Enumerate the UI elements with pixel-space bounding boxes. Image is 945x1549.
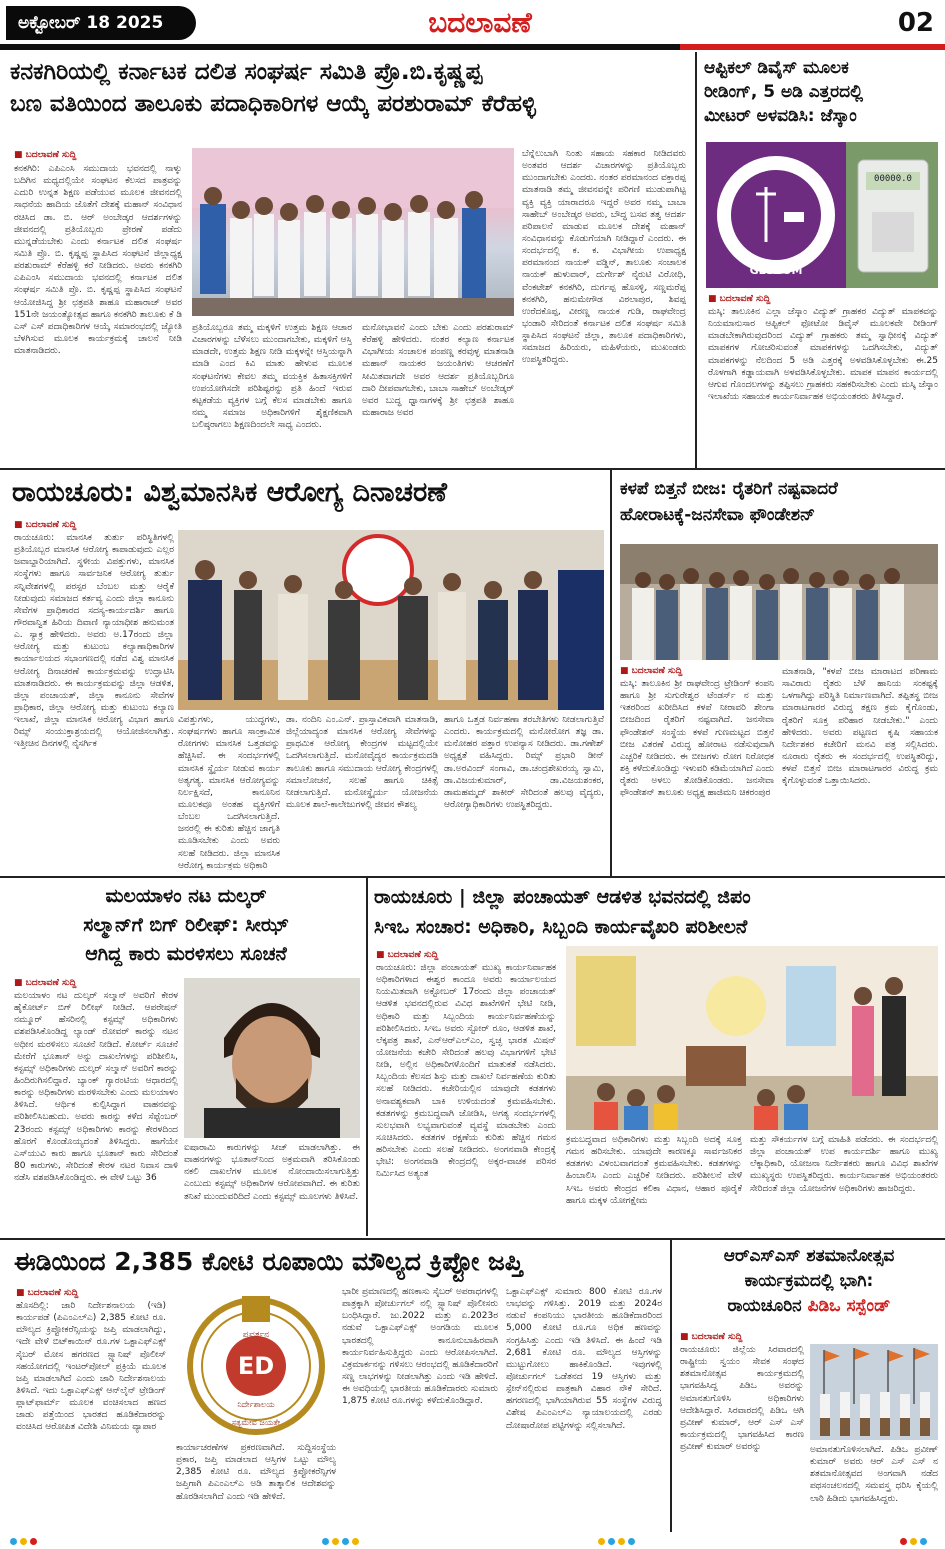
story1-col3: ಮನೋಭಾವನೆ ಎಂದು ಬೇಕು ಎಂದು ಪರಶುರಾಮ್ ಕೆರೆಹಳ್ಳಿ ಹೇಳಿದರು. ನಂತರ ಕಲ್ಯಾಣ ಕರ್ನಾಟಕ ವಿಭಾಗೀಯ ಸಂಚಾಲಕ ಪಂಪಣ್ಣ ಕರವುಳ್ಳ ಮಾತನಾಡಿ ಮಹಾನ್ ನಾಯಕರ ಜಯಂತಿಗಳು ಆಚರಣೆಗೆ ಸೀಮಿತವಾಗದೇ ಅವರ ಆದರ್ಶ ಪ್ರತಿಯೊಬ್ಬರಿಗೂ ದಾರಿ ದೀಪವಾಗಬೇಕು, ಬಾಬಾ ಸಾಹೇಬ್ ಅಂಬೇಡ್ಕರ್ ಅವರ ಬುದ್ಧ ಧ್ವಾನಾಗಳಕ್ಕೆ ಶ್ರೀ ಛತ್ರಪತಿ ಶಾಹೂ ಮಹಾರಾಜ ಅವರ bbox=[362, 323, 514, 418]
story7-byline: ■ ಬದಲಾವಣೆ ಸುದ್ದಿ bbox=[16, 1288, 78, 1298]
seal-motto: ಸತ್ಯಮೇವ ಜಯತೇ bbox=[231, 1418, 281, 1427]
story7-col1: ಹೊಸದಿಲ್ಲಿ: ಜಾರಿ ನಿರ್ದೇಶನಾಲಯ (ಇಡಿ) ಕಾರ್ಯಪಡೆ (ಪಿಎಂಎಲ್‌ಎ) 2,385 ಕೋಟಿ ರೂ. ಮೌಲ್ಯದ ಕ್ರಿಪ್ಟೋಕರೆನ್ಸಿಯನ್ನು ಜಪ್ತಿ ಮಾಡಲಾಗಿದ್ದು, ಇದೇ ವೇಳೆ ಬಿಟ್‌ಕಾಯಿನ್ ರೂ.ಗಳ ಒಕ್ಟಾಎಫ್‌ಎಕ್ಸ್ ಸೈಬರ್ ಮೋಸ ಹಗರಣದ ಸ್ಪ್ಯಾನಿಷ್ ಪೊಲೀಸ್ ಸಹಯೋಗದಲ್ಲಿ ಇಂಟರ್‌ಪೋಲ್ ಪ್ರಕ್ರಿಯೆ ಮೂಲಕ ಜಪ್ತಿ ಮಾಡಲಾಗಿದೆ ಎಂದು ಜಾರಿ ನಿರ್ದೇಶನಾಲಯ ತಿಳಿಸಿದೆ. ಇದು ಒಕ್ಟಾಎಫ್‌ಎಕ್ಸ್ ಆನ್‌ಲೈನ್ ಟ್ರೇಡಿಂಗ್ ಪ್ಲಾಟ್‌ಫಾರ್ಮ್ ಮೂಲಕ ವಂಚಿಸಲಾದ ಹಣದ ಜಾಡು ಪತ್ತೆಯಿಂದ ಭಾರತದ ಹೂಡಿಕೆದಾರರನ್ನು ವಂಚಿಸಿದ ಆರೋಪಿತ ವಿದೇಶಿ ವಿನಿಮಯ ವ್ಯಾಪಾರ bbox=[16, 1301, 166, 1433]
seal-letters: ED bbox=[237, 1352, 275, 1380]
issue-date: ಅಕ್ಟೋಬರ್ 18 2025 bbox=[6, 6, 196, 40]
story8-col2: ಅಮಾನತುಗೊಳಿಸಲಾಗಿದೆ. ಪಿಡಿಒ ಪ್ರವೀಣ್ ಕುಮಾರ್ ಅವರು ಆರ್ ಎಸ್ ಎಸ್ ನ ಶತಮಾನೋತ್ಸವದ ಅಂಗವಾಗಿ ನಡೆದ ಪಥಸಂಚಲನದಲ್ಲಿ ಸಮವಸ್ತ್ರ ಧರಿಸಿ ಕೈಯಲ್ಲಿ ಲಾಠಿ ಹಿಡಿದು ಭಾಗವಹಿಸಿದ್ದರು. bbox=[810, 1445, 938, 1504]
section-divider bbox=[0, 468, 945, 470]
story3-col4: ಹಾಗೂ ಒತ್ತಡ ನಿರ್ವಹಣಾ ತರಬೇತಿಗಳು ನೀಡಲಾಗುತ್ತಿವೆ ಎಂದರು. ಕಾರ್ಯಕ್ರಮದಲ್ಲಿ ಮನೋರೋಗ ತಜ್ಞ ಡಾ. ಮನೋಹರ ಪತ್ತಾರ ಉಪನ್ಯಾಸ ನೀಡಿದರು. ಡಾ.ಗಣೇಶ್ ಅಧ್ಯಕ್ಷತೆ ವಹಿಸಿದ್ದರು. ರಿಮ್ಸ್ ಪ್ರಭಾರಿ ಡೀನ್ ಡಾ.ಅರವಿಂದ್ ಸಂಗಾವಿ, ಡಾ.ಚಂದ್ರಶೇಖರಯ್ಯ ಸ್ವಾಮಿ, ಡಾ.ವಿಜಯಕುಮಾರ್, ಡಾ.ವಿಜಯಶಂಕರ, ಡಾಮಹಮ್ಮದ್ ಶಾಕೀರ್ ಸೇರಿದಂತೆ ಹಲವು ವೈದ್ಯರು, ಆರೋಗ್ಯಾಧಿಕಾರಿಗಳು ಉಪಸ್ಥಿತರಿದ್ದರು. bbox=[444, 715, 604, 810]
column-divider bbox=[670, 1240, 672, 1532]
page-number: 02 bbox=[897, 8, 934, 38]
story8-headline: ಆರ್‌ಎಸ್‌ಎಸ್ ಶತಮಾನೋತ್ಸವ ಕಾರ್ಯಕ್ರಮದಲ್ಲಿ ಭಾಗಿ: ರಾಯಚೂರಿನ ಪಿಡಿಒ ಸಸ್ಪೆಂಡ್ bbox=[723, 1246, 895, 1316]
story6-headline: ರಾಯಚೂರು | ಜಿಲ್ಲಾ ಪಂಚಾಯತ್ ಆಡಳಿತ ಭವನದಲ್ಲಿ ಜಿಪಂ ಸಿಇಒ ಸಂಚಾರ: ಅಧಿಕಾರಿ, ಸಿಬ್ಬಂದಿ ಕಾರ್ಯವೈಖರಿ ಪರಿಶೀಲನೆ bbox=[374, 886, 751, 938]
story8-byline: ■ ಬದಲಾವಣೆ ಸುದ್ದಿ bbox=[680, 1332, 742, 1342]
story3-byline: ■ ಬದಲಾವಣೆ ಸುದ್ದಿ bbox=[14, 520, 76, 530]
footer-dots-center-left bbox=[322, 1530, 362, 1549]
footer-dots-center-right bbox=[598, 1530, 638, 1549]
story5-photo bbox=[184, 978, 360, 1138]
story5-byline: ■ ಬದಲಾವಣೆ ಸುದ್ದಿ bbox=[14, 978, 76, 988]
farmers-group-photo bbox=[620, 544, 938, 660]
story3-col3: ಡಾ. ನಂದಿನಿ ಎಂ.ಎನ್. ಪ್ರಾಸ್ತಾವಿಕವಾಗಿ ಮಾತನಾಡಿ, ಜಿಲ್ಲೆಯಾದ್ಯಂತ ಮಾನಸಿಕ ಆರೋಗ್ಯ ಸೇವೆಗಳನ್ನು ಪ್ರಾಥಮಿಕ ಆರೋಗ್ಯ ಕೇಂದ್ರಗಳ ಮಟ್ಟದಲ್ಲಿಯೇ ಒದಗಿಸಲಾಗುತ್ತಿದೆ. ಮನೋವೈದ್ಯರ ಕಾರ್ಯಕ್ರಮದಡಿ ತಾಲೂಕು ಹಾಗೂ ಸಮುದಾಯ ಆರೋಗ್ಯ ಕೇಂದ್ರಗಳಲ್ಲಿ ಸಮಾಲೋಚನೆ, ಸಲಹೆ ಹಾಗೂ ಚಿಕಿತ್ಸೆ ನೀಡಲಾಗುತ್ತಿದೆ. ಮನೋಸ್ಥೈರ್ಯ ಯೋಜನೆಯ ಮೂಲಕ ಶಾಲೆ-ಕಾಲೇಜುಗಳಲ್ಲಿ ಜೀವನ ಕೌಶಲ್ಯ bbox=[286, 715, 438, 810]
story5-headline: ಮಲಯಾಳಂ ನಟ ದುಲ್ಕರ್ ಸಲ್ಮಾನ್‌ಗೆ ಬಿಗ್ ರಿಲೀಫ್: ಸೀಝ್ ಆಗಿದ್ದ ಕಾರು ಮರಳಿಸಲು ಸೂಚನೆ bbox=[83, 885, 289, 965]
people-group-photo bbox=[192, 148, 514, 316]
story3-col2: ವಿಪತ್ತುಗಳು, ಯುದ್ಧಗಳು, ಸಂಘರ್ಷಗಳು ಹಾಗೂ ಸಾಂಕ್ರಾಮಿಕ ರೋಗಗಳು ಮಾನಸಿಕ ಒತ್ತಡವನ್ನು ಹೆಚ್ಚಿಸಿವೆ. ಈ ಸಂದರ್ಭಗಳಲ್ಲಿ ಮಾನಸಿಕ ಸ್ಥೈರ್ಯ ನೀಡುವ ಕಾರ್ಯ ಅತ್ಯಗತ್ಯ. ಮಾನಸಿಕ ಆರೋಗ್ಯವನ್ನು ನಿರ್ಲಕ್ಷಿಸದೆ, ಕಾನೂನಿನ ಮೂಲಕವೂ ಅಂತಹ ವ್ಯಕ್ತಿಗಳಿಗೆ ಬೆಂಬಲ ಒದಗಿಸಲಾಗುತ್ತಿದೆ. ಜನರಲ್ಲಿ ಈ ಕುರಿತು ಹೆಚ್ಚಿನ ಜಾಗೃತಿ ಮೂಡಿಸಬೇಕು ಎಂದು ಅವರು ಸಲಹೆ ನೀಡಿದರು. ಜಿಲ್ಲಾ ಮಾನಸಿಕ ಆರೋಗ್ಯ ಕಾರ್ಯಕ್ರಮ ಅಧಿಕಾರಿ bbox=[178, 715, 280, 870]
story4-col1: ಮಸ್ಕಿ: ತಾಲೂಕಿನ ಶ್ರೀ ರಾಘವೇಂದ್ರ ಟ್ರೇಡಿಂಗ್ ಕಂಪನಿ ಹಾಗೂ ಶ್ರೀ ಸುಗುರೇಶ್ವರ ಟೆಂಡರ್ಸ್ ನ ಮತ್ತು ಇತರರಿಂದ ಖರೀದಿಸಿದ ಕಳಪೆ ನೀರಾವರಿ ಶೇಂಗಾ ಬೀಜದಿಂದ ರೈತರಿಗೆ ನಷ್ಟವಾಗಿದೆ. ಜನಸೇವಾ ಫೌಂಡೇಶನ್ ಸಂಸ್ಥೆಯ ಕಳಪೆ ಗುಣಮಟ್ಟದ ಬಿತ್ತನೆ ಬೀಜ ವಿತರಣೆ ವಿರುದ್ಧ ಹೋರಾಟ ನಡೆಸುವುದಾಗಿ ಎಚ್ಚರಿಕೆ ನೀಡಿದರು. ಈ ಬೀಜಗಳು ರೋಗ ನಿರೋಧಕ ಶಕ್ತಿ ಕಳೆದುಕೊಂಡಿದ್ದು ಇಳುವರಿ ಕಡಿಮೆಯಾಗಿದೆ ಎಂದು ರೈತರು ಅಳಲು ತೋಡಿಕೊಂಡರು. ಜನಸೇವಾ ಫೌಂಡೇಶನ್ ತಾಲೂಕು ಅಧ್ಯಕ್ಷ ಹಾಜಿಮನಿ ಚಿಕರಂಪುರ bbox=[620, 679, 774, 799]
story1-byline: ■ ಬದಲಾವಣೆ ಸುದ್ದಿ bbox=[14, 150, 76, 160]
story7-headline: ಈಡಿಯಿಂದ 2,385 ಕೋಟಿ ರೂಪಾಯಿ ಮೌಲ್ಯದ ಕ್ರಿಪ್ಟೋ ಜಪ್ತಿ bbox=[14, 1247, 523, 1276]
story2-headline: ಆಪ್ಟಿಕಲ್ ಡಿವೈಸ್ ಮೂಲಕ ರೀಡಿಂಗ್, 5 ಅಡಿ ಎತ್ತರದಲ್ಲಿ ಮೀಟರ್ ಅಳವಡಿಸಿ: ಜೆಸ್ಕಾಂ bbox=[704, 58, 863, 126]
story2-body: ಮಸ್ಕಿ: ತಾಲೂಕಿನ ಎಲ್ಲಾ ಜೆಸ್ಕಾಂ ವಿದ್ಯುತ್ ಗ್ರಾಹಕರ ವಿದ್ಯುತ್ ಮಾಪಕವನ್ನು ನಿಯಮಾನುಸಾರ ಆಪ್ಟಿಕಲ್ ಫೋಟೋ ಡಿವೈಸ್ ಮೂಲಕವೇ ರೀಡಿಂಗ್ ಮಾಡಬೇಕಾಗಿರುವುದರಿಂದ ವಿದ್ಯುತ್ ಗ್ರಾಹಕರು ತಮ್ಮ ಸ್ವಾಧೀನಕ್ಕೆ ವಿದ್ಯುತ್ ಮಾಪಕಗಳ ಗೋಚರಿಸುವಂತೆ ಮಾಪಕಗಳನ್ನು ಒದಗಿಸಬೇಕು, ವಿದ್ಯುತ್ ಮಾಪಕಗಳನ್ನು ನೆಲದಿಂದ 5 ಅಡಿ ಎತ್ತರಕ್ಕೆ ಅಳವಡಿಸಿಕೊಳ್ಳಬೇಕು ಈ.25 ರೊಳಗಾಗಿ ಕಡ್ಡಾಯವಾಗಿ ಅಳವಡಿಸಿಕೊಳ್ಳಬೇಕು. ಮಾಪಕ ಮಾಪನ ಕಾರ್ಯದಲ್ಲಿ ಆಗುವ ಗೊಂದಲಗಳನ್ನು ತಪ್ಪಿಸಲು ಗ್ರಾಹಕರು ಸಹಕರಿಸಬೇಕು ಎಂದು ಮಸ್ಕಿ ಜೆಸ್ಕಾಂ ಇಲಾಖೆಯ ಸಹಾಯಕ ಕಾರ್ಯನಿರ್ವಾಹಕ ಅಭಿಯಂತರರು ತಿಳಿಸಿದ್ದಾರೆ. bbox=[708, 307, 938, 402]
meter-display: 00000.0 bbox=[874, 174, 912, 184]
story6-col3: ಮತ್ತು ಸೌಕರ್ಯಗಳ ಬಗ್ಗೆ ಮಾಹಿತಿ ಪಡೆದರು. ಈ ಸಂದರ್ಭದಲ್ಲಿ ಜಿಲ್ಲಾ ಪಂಚಾಯತ್ ಉಪ ಕಾರ್ಯದರ್ಶಿ ಹಾಗೂ ಮುಖ್ಯ ಲೆಕ್ಕಾಧಿಕಾರಿ, ಯೋಜನಾ ನಿರ್ದೇಶಕರು ಹಾಗೂ ವಿವಿಧ ಶಾಖೆಗಳ ಮುಖ್ಯಸ್ಥರು ಉಪಸ್ಥಿತರಿದ್ದರು. ಕಾರ್ಯನಿರ್ವಾಹಕ ಅಭಿಯಂತರರು ಸೇರಿದಂತೆ ಜಿಲ್ಲಾ ಯೋಜನೆಗಳ ಅಧಿಕಾರಿಗಳು ಹಾಜರಿದ್ದರು. bbox=[750, 1135, 938, 1194]
seal-top-text: ಪ್ರವರ್ತನ bbox=[242, 1330, 270, 1340]
story4-photo bbox=[620, 544, 938, 660]
column-divider bbox=[610, 470, 612, 876]
footer-dots-right bbox=[900, 1530, 930, 1549]
seal-mid-text: ನಿರ್ದೇಶಾಲಯ bbox=[237, 1400, 275, 1409]
rss-march-photo bbox=[810, 1344, 938, 1440]
story6-byline: ■ ಬದಲಾವಣೆ ಸುದ್ದಿ bbox=[376, 950, 438, 960]
story1-col4: ಬೆನ್ನೆಲುಬಾಗಿ ನಿಂತು ಸಹಾಯ ಸಹಕಾರ ನೀಡಿದವರು ಅಂತವರ ಆದರ್ಶ ವಿಚಾರಗಳನ್ನು ಪ್ರತಿಯೊಬ್ಬರು ಮುಂದಾಗಬೇಕು ಎಂದರು. ನಂತರ ಪರಮಾನಂದ ವಕ್ತಾರಪ್ಪ ಮಾತನಾಡಿ ತಮ್ಮ ಜೀವನವನ್ನೇ ಪರಿಗಣಿ ಮುಡುಪಾಗಿಟ್ಟ ವ್ಯಕ್ತಿ ವ್ಯಕ್ತಿ ಯಾರಾದರೂ ಇದ್ದರೆ ಅವರ ನಮ್ಮ ಬಾಬಾ ಸಾಹೇಬ್ ಅಂಬೇಡ್ಕರ ಅವರು, ಬೌದ್ಧ ಬಸವ ತತ್ವ ಆದರ್ಶ ಪರಿಪಾಲನೆ ಮಾಡುವ ಮೂಲಕ ದೇಶಕ್ಕೆ ಮಹಾನ್ ಸಂವಿಧಾನವನ್ನು ಕೊಡುಗೆಯಾಗಿ ನೀಡಿದ್ದಾರೆ ಎಂದರು. ಈ ಸಂದರ್ಭದಲ್ಲಿ ಕ. ಕ. ವಿಭಾಗೀಯ ಉಪಾಧ್ಯಕ್ಷ ಪರಮಾನಂದ ನಾಯಕ್ ವಡ್ಡಿನ್, ತಾಲೂಕು ಸಂಚಾಲಕ ನಾಯಕ್ ಹುಳುವಾರ್, ದುರ್ಗೇಶ್ ನೈರುಟಿ ವಿರೋಧಿ, ವೆಂಕಟೇಶ್ ಕನಕಗಿರಿ, ದುರ್ಗಪ್ಪ ಹೊಸಳ್ಳಿ, ಸಣ್ಣಮರೆಪ್ಪ ಕನಕಗಿರಿ, ಹನುಮೇಗೌಡ ವಿಠಲಾಪುರ, ಶಿವಪ್ಪ ಉರೆದಕೊಪ್ಪ, ವೀರಣ್ಣ ನಾಯಕ ಗುಡಿ, ರಾಘವೇಂದ್ರ ಭಂಡಾರಿ ಸೇರಿದಂತೆ ಕರ್ನಾಟಕ ದಲಿತ ಸಂಘರ್ಷ ಸಮಿತಿ ಸ್ಥಾಪಿಸಿದ ಸಂಘಟನೆ ಜಿಲ್ಲಾ, ತಾಲೂಕ ಪದಾಧಿಕಾರಿಗಳು, ಸಮಾಜದ ಹಿರಿಯರು, ಮಹಿಳೆಯರು, ಮುಖಂಡರು ಉಪಸ್ಥಿತರಿದ್ದರು. bbox=[522, 149, 686, 366]
gescom-logo-name: GESCOM bbox=[749, 264, 803, 277]
story7-photo bbox=[176, 1286, 336, 1438]
footer-dots-left bbox=[10, 1530, 40, 1549]
story3-photo bbox=[178, 530, 604, 710]
story7-col3: ಭಾರೀ ಪ್ರಮಾಣದಲ್ಲಿ ಹಣಕಾಸು ಸೈಬರ್ ಅಪರಾಧಗಳಲ್ಲಿ ಪಾತ್ರಕ್ಕಾಗಿ ಪೋರ್ಚುಗಲ್ ನಲ್ಲಿ ಸ್ಪ್ಯಾನಿಷ್ ಪೊಲೀಸರು ಬಂಧಿಸಿದ್ದಾರೆ. ಜು.2022 ಮತ್ತು ಏ.2023ರ ನಡುವೆ ಒಕ್ಟಾಎಫ್‌ಎಕ್ಸ್ ಅಂಗಡಿಯ ಮೂಲಕ ಭಾರತದಲ್ಲಿ ಕಾನೂನುಬಾಹಿರವಾಗಿ ಕಾರ್ಯನಿರ್ವಹಿಸುತ್ತಿದ್ದರು ಎಂದು ಆರೋಪಿಸಲಾಗಿದೆ. ವಿಕ್ರಮಾರ್ಕನನ್ನು ಗಳಿಸಲು ಆರಂಭದಲ್ಲಿ ಹೂಡಿಕೆದಾರರಿಗೆ ಸಣ್ಣ ಲಾಭಗಳನ್ನು ನೀಡಲಾಗಿತ್ತು ಎಂದು ಇಡಿ ಹೇಳಿದೆ. ಈ ಅವಧಿಯಲ್ಲಿ ಭಾರತೀಯ ಹೂಡಿಕೆದಾರರು ಸುಮಾರು 1,875 ಕೋಟಿ ರೂ.ಗಳನ್ನು ಕಳೆದುಕೊಂಡಿದ್ದಾರೆ. bbox=[342, 1287, 498, 1407]
section-divider bbox=[0, 1238, 945, 1240]
story1-col2: ಪ್ರತಿಯೊಬ್ಬರೂ ತಮ್ಮ ಮಕ್ಕಳಿಗೆ ಉತ್ತಮ ಶಿಕ್ಷಣ ಆಚಾರ ವಿಚಾರಗಳನ್ನು ಬೆಳೆಸಲು ಮುಂದಾಗಬೇಕು, ಮಕ್ಕಳಿಗೆ ಆಸ್ತಿ ಮಾಡದೇ, ಉತ್ತಮ ಶಿಕ್ಷಣ ನೀಡಿ ಮಕ್ಕಳನ್ನೇ ಆಸ್ತಿಯನ್ನಾಗಿ ಮಾಡಿ ಎಂದ ಕಿವಿ ಮಾತು ಹೇಳುವ ಮೂಲಕ ಸಂಘಟನೆಗಳು ಕೇವಲ ತಮ್ಮ ವಯಕ್ತಿಕ ಹಿತಾಸಕ್ತಿಗಳಿಗೆ ಉಪಯೋಗಿಸದೇ ಪರಿಶಿಷ್ಟರನ್ನು ಪ್ರತಿ ಹಿಂದೆ ಇರುವ ಕಟ್ಟಕಡೆಯ ವ್ಯಕ್ತಿಗಳ ಬಗ್ಗೆ ಕೆಲಸ ಮಾಡಬೇಕು ಹಾಗೂ ನಮ್ಮ ಸಮಾಜ ಅಧಿಕಾರಿಗಳಿಗೆ ಶೈಕ್ಷಣಿಕವಾಗಿ ಬಲಿಷ್ಠರಾಗಲು ಶಿಕ್ಷಣದಿಂದಲೇ ಸಾಧ್ಯ ಎಂದರು. bbox=[192, 323, 352, 431]
story5-col2: ಐಷಾರಾಮಿ ಕಾರುಗಳನ್ನು ಸೀಜ್ ಮಾಡಲಾಗಿತ್ತು. ಈ ವಾಹನಗಳನ್ನು ಭೂತಾನ್‌ನಿಂದ ಅಕ್ರಮವಾಗಿ ತರಿಸಿಕೊಂಡು ನಕಲಿ ದಾಖಲೆಗಳ ಮೂಲಕ ನೋಂದಾಯಿಸಲಾಗುತ್ತಿತ್ತು ಎಂಬುದು ಕಸ್ಟಮ್ಸ್ ಅಧಿಕಾರಿಗಳ ಆರೋಪವಾಗಿದೆ. ಈ ಕುರಿತು ತನಿಖೆ ಮುಂದುವರಿದಿದೆ ಎಂದು ಕಸ್ಟಮ್ಸ್ ಮೂಲಗಳು ತಿಳಿಸಿವೆ. bbox=[184, 1143, 360, 1202]
masthead: ಬದಲಾವಣೆ bbox=[428, 6, 532, 39]
column-divider bbox=[695, 52, 697, 468]
story8-col1: ರಾಯಚೂರು: ಜಿಲ್ಲೆಯ ಸಿರವಾರದಲ್ಲಿ ರಾಷ್ಟ್ರೀಯ ಸ್ವಯಂ ಸೇವಕ ಸಂಘದ ಶತಮಾನೋತ್ಸವ ಕಾರ್ಯಕ್ರಮದಲ್ಲಿ ಭಾಗವಹಿಸಿದ್ದ ಪಿಡಿಒ ಅವರನ್ನು ಅಮಾನತುಗೊಳಿಸಿ ಅಧಿಕಾರಿಗಳು ಆದೇಶಿಸಿದ್ದಾರೆ. ಸಿರವಾರದಲ್ಲಿ ಪಿಡಿಒ ಆಗಿ ಪ್ರವೀಣ್ ಕುಮಾರ್, ಆರ್ ಎಸ್ ಎಸ್ ಕಾರ್ಯಕ್ರಮದಲ್ಲಿ ಭಾಗವಹಿಸಿದ ಕಾರಣ ಪ್ರವೀಣ್ ಕುಮಾರ್ ಅವರನ್ನು bbox=[680, 1345, 804, 1453]
story6-photo bbox=[566, 946, 938, 1130]
section-divider bbox=[0, 876, 945, 878]
story1-photo bbox=[192, 148, 514, 316]
story4-col2: ಮಾತನಾಡಿ, "ಕಳಪೆ ಬೀಜ ಮಾರಾಟದ ಪರಿಣಾಮ ಸಾವಿರಾರು ರೈತರು ಬೆಳೆ ಹಾನಿಯ ಸಂಕಷ್ಟಕ್ಕೆ ಒಳಗಾಗಿದ್ದು ಪರಿಸ್ಥಿತಿ ನಿರ್ಮಾಣವಾಗಿದೆ. ತಪ್ಪಿತಸ್ಥ ಬೀಜ ಮಾರಾಟಗಾರರ ವಿರುದ್ಧ ತಕ್ಷಣ ಕ್ರಮ ಕೈಗೊಂಡು, ರೈತರಿಗೆ ಸೂಕ್ತ ಪರಿಹಾರ ನೀಡಬೇಕು." ಎಂದು ಹೇಳಿದರು. ಅವರು ಪಟ್ಟಣದ ಕೃಷಿ ಸಹಾಯಕ ನಿರ್ದೇಶಕರ ಕಚೇರಿಗೆ ಮನವಿ ಪತ್ರ ಸಲ್ಲಿಸಿದರು. ನೂರಾರು ರೈತರು ಈ ಸಂದರ್ಭದಲ್ಲಿ ಉಪಸ್ಥಿತರಿದ್ದು, ಕಳಪೆ ಬಿತ್ತನೆ ಬೀಜ ಮಾರಾಟಗಾರರ ವಿರುದ್ಧ ಕ್ರಮ ಕೈಗೊಳ್ಳುವಂತೆ ಒತ್ತಾಯಿಸಿದರು. bbox=[782, 667, 938, 787]
story5-col1: ಮಲಯಾಳಂ ನಟ ದುಲ್ಕರ್ ಸಲ್ಮಾನ್ ಅವರಿಗೆ ಕೇರಳ ಹೈಕೋರ್ಟ್ ಬಿಗ್ ರಿಲೀಫ್ ನೀಡಿದೆ. ಆಪರೇಷನ್ ನಮ್ಮೂರ್ ಹೆಸರಿನಲ್ಲಿ ಕಸ್ಟಮ್ಸ್ ಅಧಿಕಾರಿಗಳು ವಶಪಡಿಸಿಕೊಂಡಿದ್ದ ಲ್ಯಾಂಡ್ ರೋವರ್ ಕಾರನ್ನು ನಟನ ಅಧೀನ ಮರಳಿಸಲು ಸೂಚನೆ ನೀಡಿದೆ. ಕೋರ್ಟ್ ಸೂಚನೆ ಮೇರೆಗೆ ಭೂತಾನ್ ಅನ್ನು ದಾಖಲೆಗಳನ್ನು ಪರಿಶೀಲಿಸಿ, ಕಸ್ಟಮ್ಸ್ ಅಧಿಕಾರಿಗಳು ದುಲ್ಕರ್ ಸಲ್ಮಾನ್ ಅವರಿಗೆ ಕಾರನ್ನು ಹಿಂದಿರುಗಿಸಲಿದ್ದಾರೆ. ಬ್ಯಾಂಕ್ ಗ್ಯಾರಂಟಿಯ ಆಧಾರದಲ್ಲಿ ಕಾರನ್ನು ಅಧಿಕಾರಿಗಳು ಮರಳಿಸಬೇಕು ಎಂದು ಮಲಯಾಳಂ ತಿಳಿಸಿದೆ. ಆರ್ಥಿಕ ಕುಲ್ಪಿಸಿದ್ದಾಗ ವಾಹನವನ್ನು ಪರಿಶೀಲಿಸಿಬಹುದು. ಅವರು ಕಾರನ್ನು ಕಳೆದ ಸೆಪ್ಟೆಂಬರ್ 23ರಂದು ಕಸ್ಟಮ್ಸ್ ಅಧಿಕಾರಿಗಳು ಕಾರನ್ನು ಕೇರಳದಿಂದ ಹೊರಗೆ ಕೊಂಡೊಯ್ಯದಂತೆ ತಿಳಿಸಿದ್ದರು. ಹಾಗೆಯೇ ಎಸ್‌ಯುವಿ ಕಾರು ಹಾಗೂ ಭೂತಾನ್ ಕಾರು ಸೇರಿದಂತೆ 80 ಕಾರುಗಳು, ಸೇರಿದಂತೆ ಕೇರಳ ನಟರ ನಿವಾಸ ದಾಳಿ ನಡೆಸಿ ವಶಪಡಿಸಿಕೊಂಡಿದ್ದರು. ಈ ವೇಳೆ ಒಟ್ಟು 36 bbox=[14, 991, 178, 1184]
gescom-logo-text: ಗು ವಿ ಕಂ bbox=[760, 156, 792, 167]
story1-headline: ಕನಕಗಿರಿಯಲ್ಲಿ ಕರ್ನಾಟಕ ದಲಿತ ಸಂಘರ್ಷ ಸಮಿತಿ ಪ್ರೊ.ಬಿ.ಕೃಷ್ಣಪ್ಪ ಬಣ ವತಿಯಿಂದ ತಾಲೂಕು ಪದಾಧಿಕಾರಿಗಳ ಆಯ್ಕೆ ಪರಶುರಾಮ್ ಕೆರೆಹಳ್ಳಿ bbox=[10, 59, 536, 117]
story7-col2: ಕಾರ್ಯಾಚರಣೆಗಳ ಪ್ರಕರಣವಾಗಿದೆ. ಸುದ್ದಿಸಂಸ್ಥೆಯ ಪ್ರಕಾರ, ಜಪ್ತಿ ಮಾಡಲಾದ ಆಸ್ತಿಗಳ ಒಟ್ಟು ಮೌಲ್ಯ 2,385 ಕೋಟಿ ರೂ. ಮೌಲ್ಯದ ಕ್ರಿಪ್ಟೋಕರೆನ್ಸಿಗಳ ಜಪ್ತಿಗಾಗಿ ಪಿಎಂಎಲ್‌ಎ ಅಡಿ ತಾತ್ಕಾಲಿಕ ಆದೇಶವನ್ನು ಹೊರಡಿಸಲಾಗಿದೆ ಎಂದು ಇಡಿ ಹೇಳಿದೆ. bbox=[176, 1443, 336, 1502]
story1-col1: ಕನಕಗಿರಿ: ಎಪಿಎಂಸಿ ಸಮುದಾಯ ಭವನದಲ್ಲಿ ನಾಳ್ಕು ಬದಿಗಿನ ಮಧ್ಯದಲ್ಲಿಯೇ ಸಂಘಟನ ಕೆಲಸದ ಪಾತ್ರವನ್ನು ಎದುರಿ ಉನ್ನತ ಶಿಕ್ಷಣ ಪಡೆಯುವ ಮೂಲಕ ಜೀವನದಲ್ಲಿ ಸಾಧನೆಯ ಹಾದಿಯ ಜೊತೆಗೆ ದೇಶಕ್ಕೆ ಮಹಾನ್ ಸಂವಿಧಾನ ರಚಿಸಿದ ಡಾ. ಬಿ. ಆರ್ ಅಂಬೇಡ್ಕರ ಆದರ್ಶಗಳನ್ನು ಜೀವನದಲ್ಲಿ ಪ್ರತಿಯೊಬ್ಬರು ಪ್ರೇರಣೆ ಪಡೆದು ಮುನ್ನಡೆಯಬೇಕು ಎಂದು ಕರ್ನಾಟಕ ದಲಿತ ಸಂಘರ್ಷ ಸಮಿತಿ ಪ್ರೊ. ಬಿ. ಕೃಷ್ಣಪ್ಪ ಸ್ಥಾಪಿಸಿದ ಸಂಘಟನೆ ಜಿಲ್ಲಾಧ್ಯಕ್ಷ ಪರಶುರಾಮ್ ಕೆರೆಹಳ್ಳಿ ಕರೆ ನೀಡಿದರು. ಅವರು ಕನಕಗಿರಿ ಎಪಿಎಂಸಿ ಸಮುದಾಯ ಭವನದಲ್ಲಿ ಕರ್ನಾಟಕ ದಲಿತ ಸಂಘರ್ಷ ಸಮಿತಿ ಪ್ರೊ. ಬಿ. ಕೃಷ್ಣಪ್ಪ ಸ್ಥಾಪಿಸಿದ ಸಂಘಟನೆ ಆಯೋಜಿಸಿದ್ದ ಶ್ರೀ ಛತ್ರಪತಿ ಶಾಹೂ ಮಹಾರಾಜ್ ಅವರ 151ನೇ ಜಯಂತ್ಯೋತ್ಸವ ಹಾಗೂ ಕನಕಗಿರಿ ತಾಲೂಕು ಕೆ ಡಿ ಎಸ್ ಎಸ್ ಪದಾಧಿಕಾರಿಗಳ ಆಯ್ಕೆ ಸಮಾರಂಭದಲ್ಲಿ ಜ್ಯೋತಿ ಬೆಳಗಿಸುವ ಮೂಲಕ ಕಾರ್ಯಕ್ರಮಕ್ಕೆ ಚಾಲನೆ ನೀಡಿ ಮಾತನಾಡಿದರು. bbox=[14, 164, 182, 357]
story7-col4: ಒಕ್ಟಾಎಫ್‌ಎಕ್ಸ್ ಸುಮಾರು 800 ಕೋಟಿ ರೂ.ಗಳ ಲಾಭವನ್ನು ಗಳಿಸಿತ್ತು. 2019 ಮತ್ತು 2024ರ ನಡುವೆ ಕಂಪನಿಯು ಭಾರತೀಯ ಹೂಡಿಕೆದಾರರಿಂದ 5,000 ಕೋಟಿ ರೂ.ಗೂ ಅಧಿಕ ಹಣವನ್ನು ಸಂಗ್ರಹಿಸಿತ್ತು ಎಂದು ಇಡಿ ತಿಳಿಸಿದೆ. ಈ ಹಿಂದೆ ಇಡಿ 2,681 ಕೋಟಿ ರೂ. ಮೌಲ್ಯದ ಆಸ್ತಿಗಳನ್ನು ಮುಟ್ಟುಗೋಲು ಹಾಕಿಕೊಂಡಿದೆ. ಇವುಗಳಲ್ಲಿ ಪೋರ್ಚುಗಲ್ ಒಡೆತನದ 19 ಆಸ್ತಿಗಳು ಮತ್ತು ಸ್ಪೇನ್‌ನಲ್ಲಿರುವ ಪಾತ್ರಕಾಗಿ ವಿಹಾರ ನೌಕೆ ಸೇರಿದೆ. ಹಗರಣದಲ್ಲಿ ಭಾಗಿಯಾಗಿರುವ 55 ಸಂಸ್ಥೆಗಳ ವಿರುದ್ಧ ವಿಶೇಷ ಪಿಎಂಎಲ್‌ಎ ನ್ಯಾಯಾಲಯದಲ್ಲಿ ಎರಡು ದೋಷಾರೋಪ ಪಟ್ಟಿಗಳನ್ನು ಸಲ್ಲಿಸಲಾಗಿದೆ. bbox=[506, 1287, 662, 1431]
story3-headline: ರಾಯಚೂರು: ವಿಶ್ವಮಾನಸಿಕ ಆರೋಗ್ಯ ದಿನಾಚರಣೆ bbox=[12, 477, 447, 508]
story4-byline: ■ ಬದಲಾವಣೆ ಸುದ್ದಿ bbox=[620, 666, 682, 676]
story2-photo bbox=[706, 142, 938, 288]
story4-headline: ಕಳಪೆ ಬಿತ್ತನೆ ಬೀಜ: ರೈತರಿಗೆ ನಷ್ಟವಾದರೆ ಹೋರಾಟಕ್ಕೆ-ಜನಸೇವಾ ಫೌಂಡೇಶನ್ bbox=[620, 479, 838, 525]
story6-col1: ರಾಯಚೂರು: ಜಿಲ್ಲಾ ಪಂಚಾಯತ್ ಮುಖ್ಯ ಕಾರ್ಯನಿರ್ವಾಹಕ ಅಧಿಕಾರಿಗಳಾದ ಈಶ್ವರ ಕಾಂದೂ ಅವರು ಕಾರ್ಯಾಲಯದ ನಿಯಮಿತವಾಗಿ ಅಕ್ಟೋಬರ್ 17ರಂದು ಜಿಲ್ಲಾ ಪಂಚಾಯತ್ ಆಡಳಿತ ಭವನದಲ್ಲಿರುವ ವಿವಿಧ ಶಾಖೆಗಳಿಗೆ ಭೇಟಿ ನೀಡಿ, ಅಧಿಕಾರಿ ಮತ್ತು ಸಿಬ್ಬಂದಿಯ ಕಾರ್ಯನಿರ್ವಹಣೆಯನ್ನು ಪರಿಶೀಲಿಸಿದರು. ಸಿಇಒ ಅವರು ಸ್ಟೋರ್ ರೂಂ, ಆಡಳಿತ ಶಾಖೆ, ಲೆಕ್ಕಪತ್ರ ಶಾಖೆ, ಎನ್‌ಆರ್‌ಎಲ್‌ಎಂ, ಸ್ವಚ್ಛ ಭಾರತ ಮಿಷನ್ ಯೋಜನೆಯ ಕಚೇರಿ ಸೇರಿದಂತೆ ಹಲವು ವಿಭಾಗಗಳಿಗೆ ಭೇಟಿ ನೀಡಿ, ಅಲ್ಲಿನ ಅಧಿಕಾರಿಗಳೊಂದಿಗೆ ಮಾತುಕತೆ ನಡೆಸಿದರು. ಸಿಬ್ಬಂದಿಯ ಕೆಲಸದ ಶಿಸ್ತು ಮತ್ತು ದಾಖಲೆ ನಿರ್ವಹಣೆಯ ಕುರಿತು ಸಲಹೆ ನೀಡಿದರು. ಕಚೇರಿಯಲ್ಲಿನ ಯಾವುದೇ ಕಡತಗಳು ಅನಾವಶ್ಯಕವಾಗಿ ಬಾಕಿ ಉಳಿಯದಂತೆ ಕ್ರಮವಹಿಸಬೇಕು. ಕಡತಗಳನ್ನು ಕ್ರಮಬದ್ಧವಾಗಿ ಜೋಡಿಸಿ, ಅಗತ್ಯ ಸಂದರ್ಭಗಳಲ್ಲಿ ಸುಲಭವಾಗಿ ಲಭ್ಯವಾಗುವಂತೆ ವ್ಯವಸ್ಥೆ ಮಾಡಬೇಕು ಎಂದು ಸೂಚಿಸಿದರು. ಕಡತಗಳ ರಕ್ಷಣೆಯ ಕುರಿತು ಹೆಚ್ಚಿನ ಗಮನ ಹರಿಸಬೇಕು ಎಂದು ಸಲಹೆ ನೀಡಿದರು. ಅಂಗನವಾಡಿ ಕೇಂದ್ರಕ್ಕೆ ಭೇಟಿ: ಅಂಗನವಾಡಿ ಕೇಂದ್ರದಲ್ಲಿ ಅಕ್ಕರ-ವಾಚಕ ಪರಿಸರ ನಿರ್ಮಿಸಿದ ಅತ್ಯಂತ bbox=[376, 963, 556, 1180]
header-rule-accent bbox=[680, 44, 945, 50]
story3-col1: ರಾಯಚೂರು: ಮಾನಸಿಕ ತುರ್ತು ಪರಿಸ್ಥಿತಿಗಳಲ್ಲಿ ಪ್ರತಿಯೊಬ್ಬರ ಮಾನಸಿಕ ಆರೋಗ್ಯ ಕಾಪಾಡುವುದು ಎಲ್ಲರ ಜವಾಬ್ದಾರಿಯಾಗಿದೆ. ಸ್ಥಳೀಯ ವಿಪತ್ತುಗಳು, ಮಾನಸಿಕ ಸಂಸ್ಥೆಗಳು ಹಾಗೂ ಸಾರ್ವಜನಿಕ ಆರೋಗ್ಯ ತುರ್ತು ಸನ್ನಿವೇಶಗಳಲ್ಲಿ ಪರಸ್ಪರ ಬೆಂಬಲ ಮತ್ತು ಆರೈಕೆ ನೀಡುವುದು ಸಮಾಜದ ಕರ್ತವ್ಯ ಎಂದು ಜಿಲ್ಲಾ ಕಾನೂನು ಸೇವೆಗಳ ಪ್ರಾಧಿಕಾರದ ಸದಸ್ಯ-ಕಾರ್ಯದರ್ಶಿ ಹಾಗೂ ಗೌರವಾನ್ವಿತ ಹಿರಿಯ ದಿವಾಣಿ ನ್ಯಾಯಾಧೀಶ ಹನುಮಂತ ಎ. ಸ್ಯಾಕ್ರ ಹೇಳಿದರು. ಅವರು ಅ.17ರಂದು ಜಿಲ್ಲಾ ಆರೋಗ್ಯ ಮತ್ತು ಕುಟುಂಬ ಕಲ್ಯಾಣಾಧಿಕಾರಿಗಳ ಕಾರ್ಯಾಲಯದ ಸಭಾಂಗಣದಲ್ಲಿ ನಡೆದ ವಿಶ್ವ ಮಾನಸಿಕ ಆರೋಗ್ಯ ದಿನಾಚರಣೆ ಕಾರ್ಯಕ್ರಮವನ್ನು ಉದ್ಘಾಟಿಸಿ ಮಾತನಾಡಿದರು. ಈ ಕಾರ್ಯಕ್ರಮವನ್ನು ಜಿಲ್ಲಾ ಆಡಳಿತ, ಜಿಲ್ಲಾ ಪಂಚಾಯತ್, ಜಿಲ್ಲಾ ಕಾನೂನು ಸೇವೆಗಳ ಪ್ರಾಧಿಕಾರ, ಜಿಲ್ಲಾ ಆರೋಗ್ಯ ಮತ್ತು ಕುಟುಂಬ ಕಲ್ಯಾಣ ಇಲಾಖೆ, ಜಿಲ್ಲಾ ಮಾನಸಿಕ ಆರೋಗ್ಯ ವಿಭಾಗ ಹಾಗೂ ರಿಮ್ಸ್ ಸಂಯುಕ್ತಾಶ್ರಯದಲ್ಲಿ ಆಯೋಜಿಸಲಾಗಿತ್ತು. ಇತ್ತೀಚಿನ ದಿನಗಳಲ್ಲಿ ನೈಸರ್ಗಿಕ bbox=[14, 533, 174, 750]
story6-col2: ಕ್ರಮಬದ್ಧವಾದ ಅಧಿಕಾರಿಗಳು ಮತ್ತು ಸಿಬ್ಬಂದಿ ಅದಕ್ಕೆ ಸೂಕ್ತ ಗಮನ ಹರಿಸಬೇಕು. ಯಾವುದೇ ಕಾರಣಕ್ಕೂ ಸಾರ್ವಜನಿಕರ ಕಡತಗಳು ವಿಳಂಬವಾಗದಂತೆ ಕ್ರಮವಹಿಸಬೇಕು. ಕಡತಗಳನ್ನು ಹಿಂಬಾಲಿಸಿ ಎಂದು ಎಚ್ಚರಿಕೆ ನೀಡಿದರು. ಪರಿಶೀಲನೆ ವೇಳೆ ಸಿಇಒ ಅವರು ಕೇಂದ್ರದ ಕಲಿಕಾ ವಿಧಾನ, ಆಹಾರ ಪೂರೈಕೆ ಹಾಗೂ ಮಕ್ಕಳ ಯೋಗಕ್ಷೇಮ bbox=[566, 1135, 742, 1206]
event-stage-photo bbox=[178, 530, 604, 710]
story8-photo bbox=[810, 1344, 938, 1440]
actor-portrait bbox=[184, 978, 360, 1138]
column-divider bbox=[366, 878, 368, 1236]
anganwadi-classroom-photo bbox=[566, 946, 938, 1130]
story2-byline: ■ ಬದಲಾವಣೆ ಸುದ್ದಿ bbox=[708, 294, 770, 304]
